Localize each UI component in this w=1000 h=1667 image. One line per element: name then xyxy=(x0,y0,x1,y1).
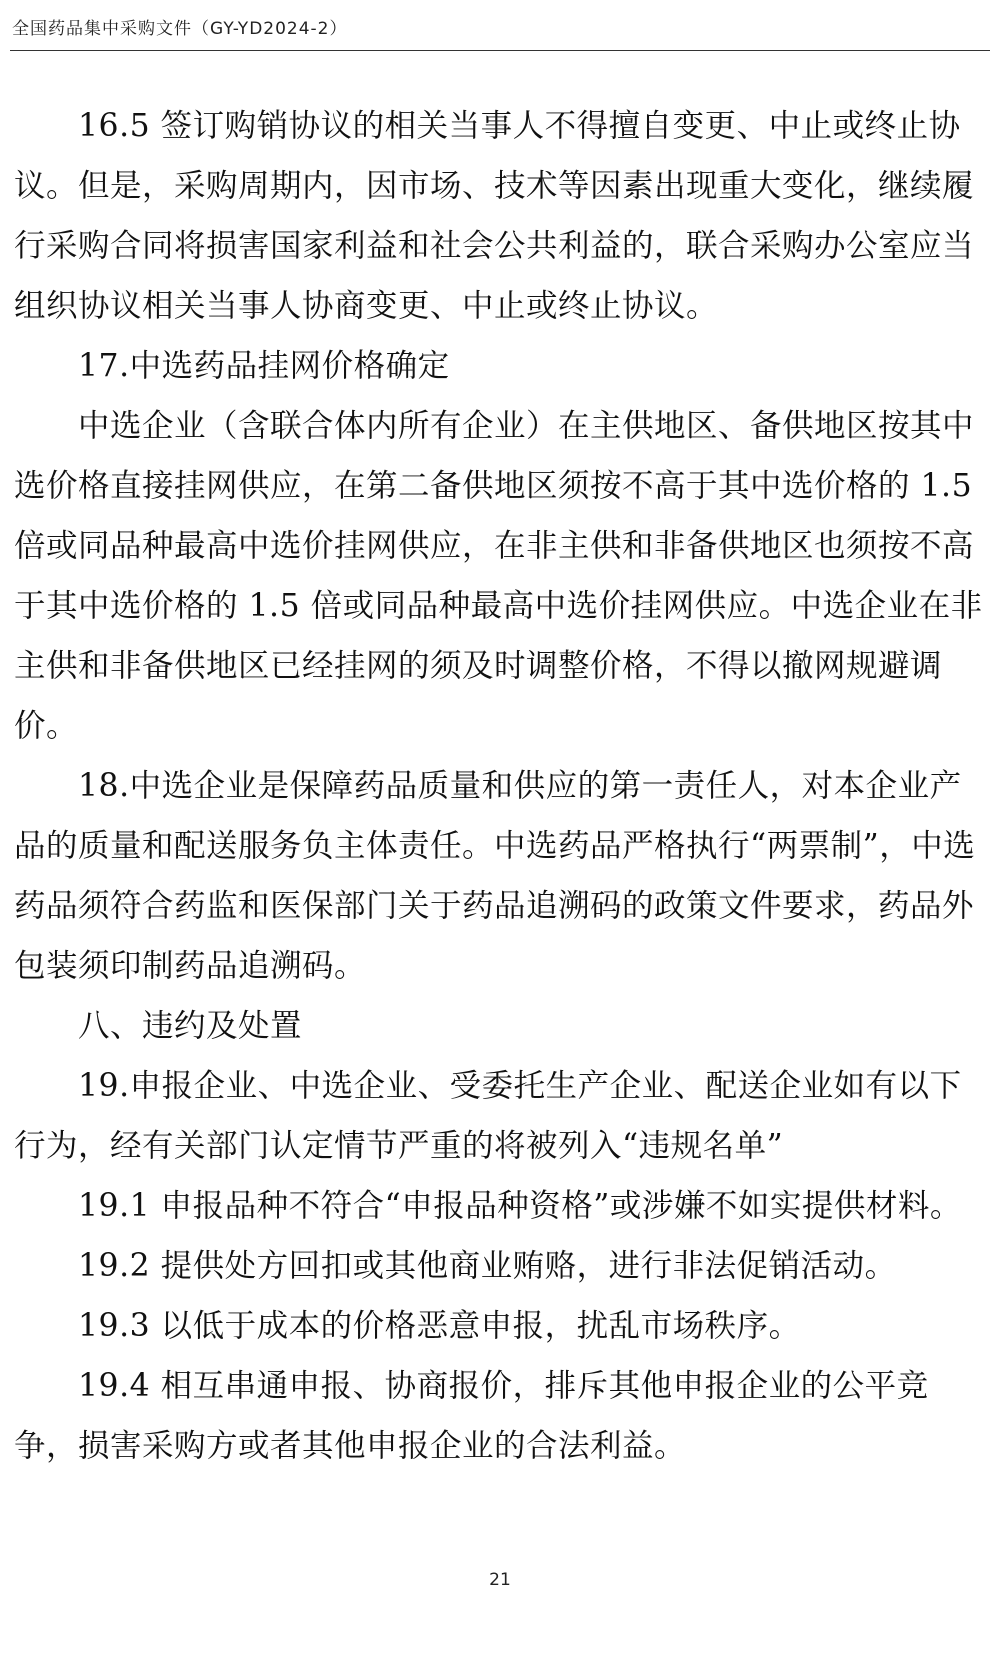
page-number: 21 xyxy=(489,1570,511,1590)
chapter-heading-8: 八、违约及处置 xyxy=(78,1008,303,1044)
paragraph-19-2: 19.2 提供处方回扣或其他商业贿赂，进行非法促销活动。 xyxy=(78,1248,897,1284)
document-body xyxy=(14,96,989,1476)
running-header: 全国药品集中采购文件（GY-YD2024-2） xyxy=(12,19,348,39)
paragraph-19: 19.申报企业、中选企业、受委托生产企业、配送企业如有以下行为，经有关部门认定情节严重的将被列入“违规名单” xyxy=(14,1068,962,1164)
paragraph-18: 18.中选企业是保障药品质量和供应的第一责任人，对本企业产品的质量和配送服务负主体责任。中选药品严格执行“两票制”，中选药品须符合药监和医保部门关于药品追溯码的政策文件要求，药品外包装须印制药品追溯码。 xyxy=(14,768,976,984)
paragraph-19-3: 19.3 以低于成本的价格恶意申报，扰乱市场秩序。 xyxy=(78,1308,801,1344)
section-heading-17: 17.中选药品挂网价格确定 xyxy=(78,348,450,384)
paragraph-16-5: 16.5 签订购销协议的相关当事人不得擅自变更、中止或终止协议。但是，采购周期内，因市场、技术等因素出现重大变化，继续履行采购合同将损害国家利益和社会公共利益的，联合采购办公室应当组织协议相关当事人协商变更、中止或终止协议。 xyxy=(14,108,975,324)
header-divider xyxy=(10,50,990,51)
paragraph-19-1: 19.1 申报品种不符合“申报品种资格”或涉嫌不如实提供材料。 xyxy=(78,1188,962,1224)
paragraph-17-body: 中选企业（含联合体内所有企业）在主供地区、备供地区按其中选价格直接挂网供应，在第二备供地区须按不高于其中选价格的 1.5 倍或同品种最高中选价挂网供应，在非主供和非备供地区也须按不高于其中选价格的 1.5 倍或同品种最高中选价挂网供应。中选企业在非主供和非备供地区已经挂网的须及时调整价格，不得以撤网规避调价。 xyxy=(14,408,983,744)
paragraph-19-4: 19.4 相互串通申报、协商报价，排斥其他申报企业的公平竞争，损害采购方或者其他申报企业的合法利益。 xyxy=(14,1368,929,1464)
